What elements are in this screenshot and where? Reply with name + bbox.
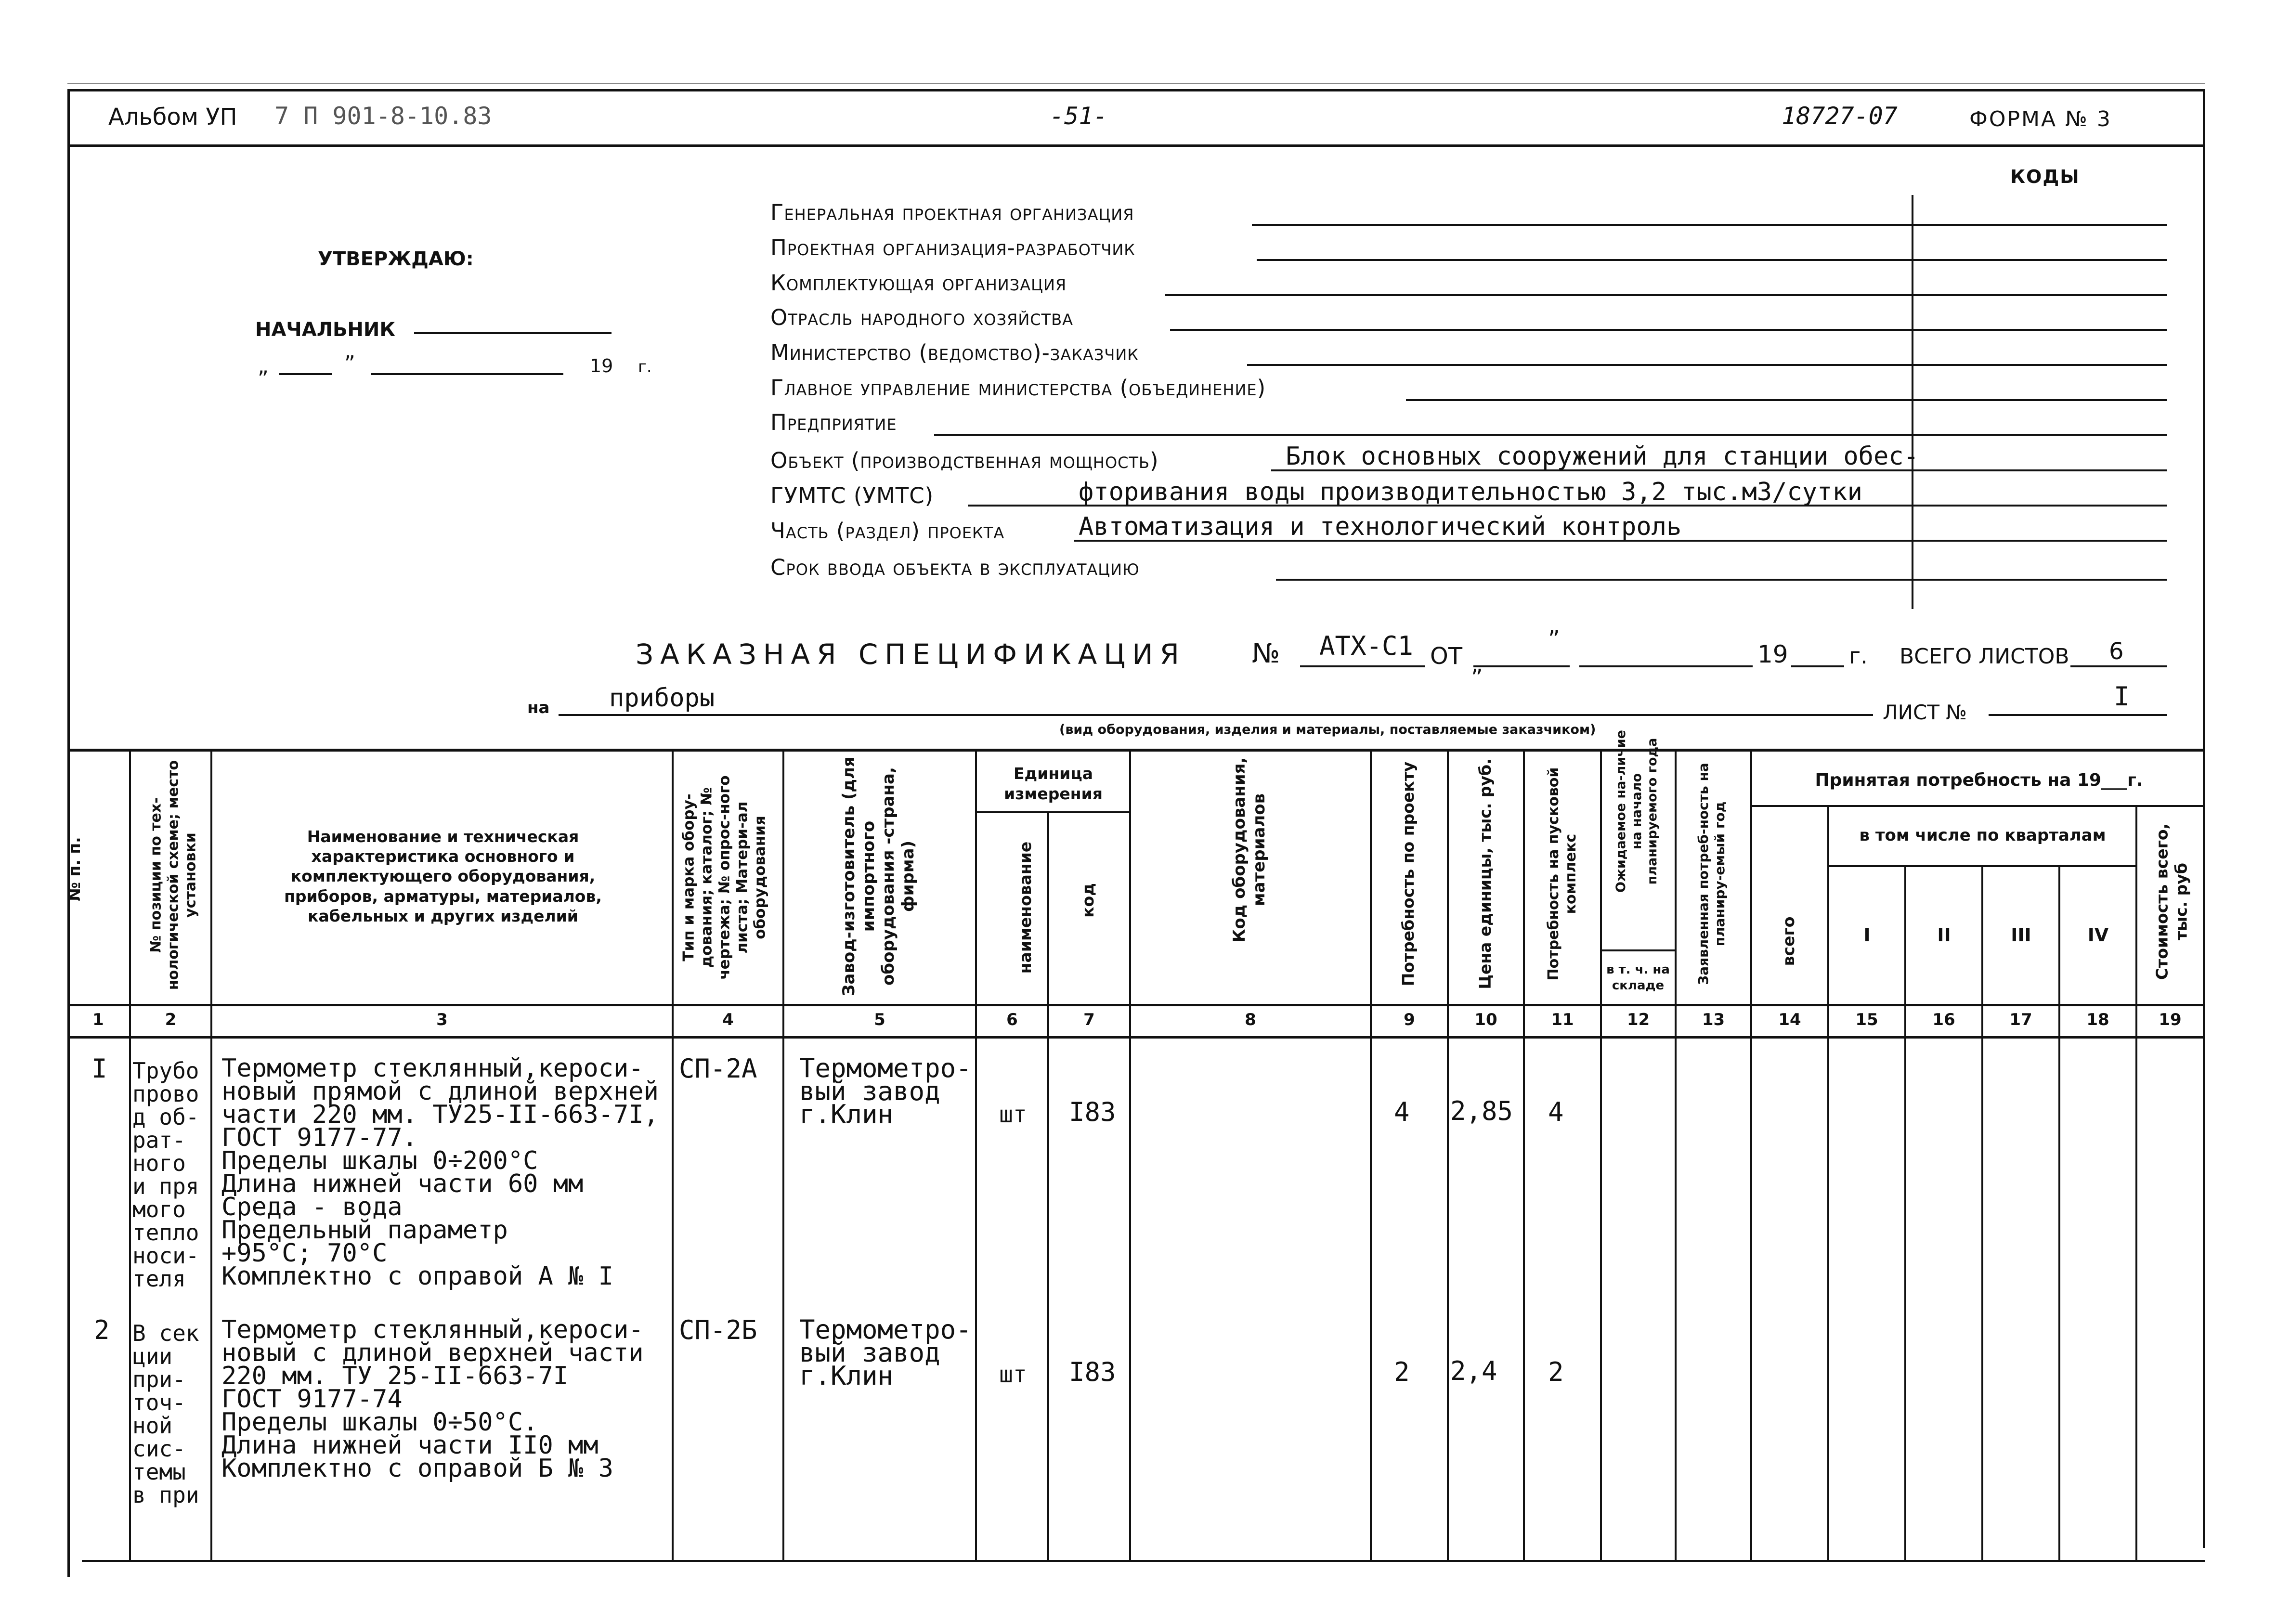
colnum-2: 2 [165,1010,177,1029]
album-label: Альбом УП [108,104,237,130]
field-label-industry: Отрасль народного хозяйства [770,305,1074,330]
field-label-ministry: Министерство (ведомство)-заказчик [770,340,1139,365]
table-header-bottom-rule [67,1004,2205,1006]
unit-price: 2,4 [1450,1356,1497,1386]
reference-number: 18727-07 [1782,102,1898,130]
page-mark: -51- [1050,102,1108,130]
col-rule-14 [1827,805,1829,1560]
colnum-5: 5 [874,1010,885,1029]
item-type: СП-2Б [679,1315,757,1345]
position-description: Трубо прово д об- рат- ного и пря мого тепло носи- теля [132,1058,199,1292]
colnum-13: 13 [1702,1010,1725,1029]
field-value-object: Блок основных сооружений для станции обес- [1286,442,1919,471]
field-label-design-org: Проектная организация-разработчик [770,235,1136,260]
unit-name: шт [999,1361,1027,1388]
spec-total-value: 6 [2109,638,2124,665]
header-requested-need: Заявленная потреб-ность на планиру-емый год [1695,763,1728,985]
outer-top-border [67,89,2205,91]
date-year-prefix: 19 [590,355,613,377]
table-top-rule [67,749,2205,752]
field-line-design-org [1257,259,2167,261]
field-label-commission-date: Срок ввода объекта в эксплуатацию [770,555,1140,580]
top-dashed-edge [67,83,2205,84]
col-rule-13 [1750,749,1752,1560]
startup-need: 2 [1548,1357,1564,1387]
colnum-16: 16 [1932,1010,1955,1029]
header-separator [67,144,2205,147]
header-unit-name: наименование [1016,841,1035,974]
header-manufacturer: Завод-изготовитель (для импортного оборудования -страна, фирма) [839,756,918,996]
field-line-object [1271,469,2167,471]
spec-sheet-value: I [2114,681,2130,712]
item-name: Термометр стеклянный,кероси- новый прямой с длиной верхней части 220 мм. ТУ25-II-663-7I, ГОСТ 9177-77. Пределы шкалы 0÷200°С Длина нижней части 60 мм Среда - вода Предельный параметр +95°С; 70°С Комплектно с оправой А № I [221,1054,659,1291]
colnum-3: 3 [436,1010,448,1029]
startup-need: 4 [1548,1097,1564,1127]
codes-label: КОДЫ [2010,166,2080,187]
spec-sheet-line [1989,714,2167,716]
unit-code: I83 [1069,1097,1116,1127]
field-label-completing-org: Комплектующая организация [770,270,1067,296]
field-line-gumts [968,505,2167,507]
colnum-15: 15 [1855,1010,1878,1029]
header-expected-stock: Ожидаемое на-личие на начало планируемого года [1613,730,1660,893]
spec-total-label: ВСЕГО ЛИСТОВ [1900,644,2069,669]
header-total: всего [1779,916,1798,966]
unit-name: шт [999,1101,1027,1128]
field-line-ministry [1247,364,2167,366]
unit-price: 2,85 [1450,1096,1513,1126]
colnum-19: 19 [2159,1010,2182,1029]
header-row-number: № п. п. [65,837,84,901]
item-name: Термометр стеклянный,кероси- новый с длиной верхней части 220 мм. ТУ 25-II-663-7I ГОСТ 9177-74 Пределы шкалы 0÷50°С. Длина нижней части II0 мм Комплектно с оправой Б № 3 [221,1315,644,1483]
spec-sheet-label: ЛИСТ № [1883,701,1967,724]
header-quarter-2: II [1937,924,1951,946]
field-label-gumts: ГУМТС (УМТС) [770,483,934,508]
project-need: 4 [1394,1097,1410,1127]
header-unit: Единица измерения [1004,764,1103,803]
field-label-enterprise: Предприятие [770,410,897,435]
colnum-9: 9 [1404,1010,1415,1029]
col-rule-16 [1981,865,1983,1560]
date-month-line [371,373,563,375]
col-rule-8 [1370,749,1372,1560]
field-line-completing-org [1165,294,2167,296]
manufacturer: Термометро- вый завод г.Клин [799,1053,972,1130]
colnum-18: 18 [2086,1010,2109,1029]
c12-subheader-rule [1600,949,1675,951]
spec-title: ЗАКАЗНАЯ СПЕЦИФИКАЦИЯ [636,638,1186,671]
project-need: 2 [1394,1357,1410,1387]
colnum-14: 14 [1778,1010,1801,1029]
date-quote-open: „ [258,354,269,378]
field-label-object: Объект (производственная мощность) [770,448,1159,473]
col-rule-9 [1447,749,1449,1560]
spec-hint: (вид оборудования, изделия и материалы, поставляемые заказчиком) [1059,722,1596,737]
field-line-industry [1170,329,2167,331]
spec-month-line [1579,665,1753,667]
spec-day-line [1473,665,1570,667]
date-quote-close: ” [344,351,355,376]
header-startup-need: Потребность на пусковой комплекс [1545,767,1579,981]
chief-label: НАЧАЛЬНИК [255,319,396,341]
colnum-8: 8 [1245,1010,1256,1029]
spec-number: АТХ-С1 [1319,631,1414,661]
row-number: 2 [94,1315,110,1345]
header-in-stock: в т. ч. на складе [1606,962,1670,993]
spec-year-line [1791,665,1844,667]
field-label-project-part: Часть (раздел) проекта [770,518,1005,544]
spec-quote-2: ” [1471,664,1483,691]
spec-on-label: на [527,698,550,717]
album-code: 7 П 901-8-10.83 [274,102,492,130]
spec-g-label: г. [1849,643,1868,669]
colnum-11: 11 [1551,1010,1574,1029]
spec-number-line [1300,665,1425,667]
item-type: СП-2А [679,1053,757,1084]
field-line-project-part [1074,540,2167,542]
approval-heading: УТВЕРЖДАЮ: [318,248,474,270]
col-rule-1 [129,749,131,1560]
header-quarter-4: IV [2087,924,2109,946]
col-rule-10 [1523,749,1525,1560]
header-accepted-need: Принятая потребность на 19___г. [1815,770,2143,790]
field-label-main-directorate: Главное управление министерства (объединение) [770,375,1266,401]
colnum-4: 4 [722,1010,734,1029]
field-line-main-directorate [1406,399,2167,401]
col-rule-17 [2058,865,2060,1560]
col-rule-7 [1129,749,1131,1560]
field-line-enterprise [934,434,2167,436]
header-name-characteristics: Наименование и техническая характеристика основного и комплектующего оборудования, приборов, арматуры, материалов, кабельных и других изделий [284,827,602,925]
colnum-12: 12 [1626,1010,1650,1029]
spec-year: 19 [1757,640,1788,668]
row-number: I [91,1053,107,1084]
unit-code: I83 [1069,1357,1116,1387]
position-description: В сек ции при- точ- ной сис- темы в при [132,1320,199,1508]
spec-from-label: ОТ [1430,643,1463,670]
colnum-10: 10 [1474,1010,1497,1029]
spec-quote-1: ” [1548,626,1560,653]
col-rule-15 [1904,865,1906,1560]
col-rule-4 [782,749,784,1560]
header-equipment-code: Код оборудования, материалов [1230,757,1269,943]
codes-column-divider [1912,195,1913,609]
form-number: ФОРМА № 3 [1969,107,2112,131]
header-quarters: в том числе по кварталам [1859,825,2106,845]
field-line-commission-date [1276,579,2167,581]
table-bottom-rule [82,1560,2205,1562]
header-project-need: Потребность по проекту [1399,761,1418,987]
header-position: № позиции по тех-нологической схеме; место установки [147,760,199,990]
spec-on-value: приборы [609,684,715,713]
colnum-6: 6 [1006,1010,1018,1029]
spec-total-line [2070,665,2167,667]
field-value-gumts: фторивания воды производительностью 3,2 тыс.м3/сутки [1079,478,1862,507]
field-line-general-org [1252,224,2167,226]
header-quarter-1: I [1863,924,1871,946]
header-quarter-3: III [2011,924,2031,946]
date-year-suffix: г. [638,357,652,377]
colnum-17: 17 [2009,1010,2032,1029]
chief-signature-line [414,332,612,334]
header-cost: Стоимость всего, тыс. руб [2152,823,2190,980]
manufacturer: Термометро- вый завод г.Клин [799,1314,972,1391]
colnum-1: 1 [92,1010,104,1029]
header-type-brand: Тип и марка обору-дования; каталог; № чертежа; № опрос-ного листа; Матери-ал оборудования [680,775,769,980]
header-unit-code: код [1079,883,1098,918]
date-day-line [279,373,332,375]
table-colnum-bottom-rule [67,1036,2205,1039]
field-label-general-org: Генеральная проектная организация [770,200,1134,225]
colnum-7: 7 [1083,1010,1095,1029]
field-value-project-part: Автоматизация и технологический контроль [1079,512,1682,541]
spec-on-line [559,714,1873,716]
col-rule-5 [975,749,977,1560]
spec-no-label: № [1252,638,1280,669]
header-unit-price: Цена единицы, тыс. руб. [1476,758,1495,989]
